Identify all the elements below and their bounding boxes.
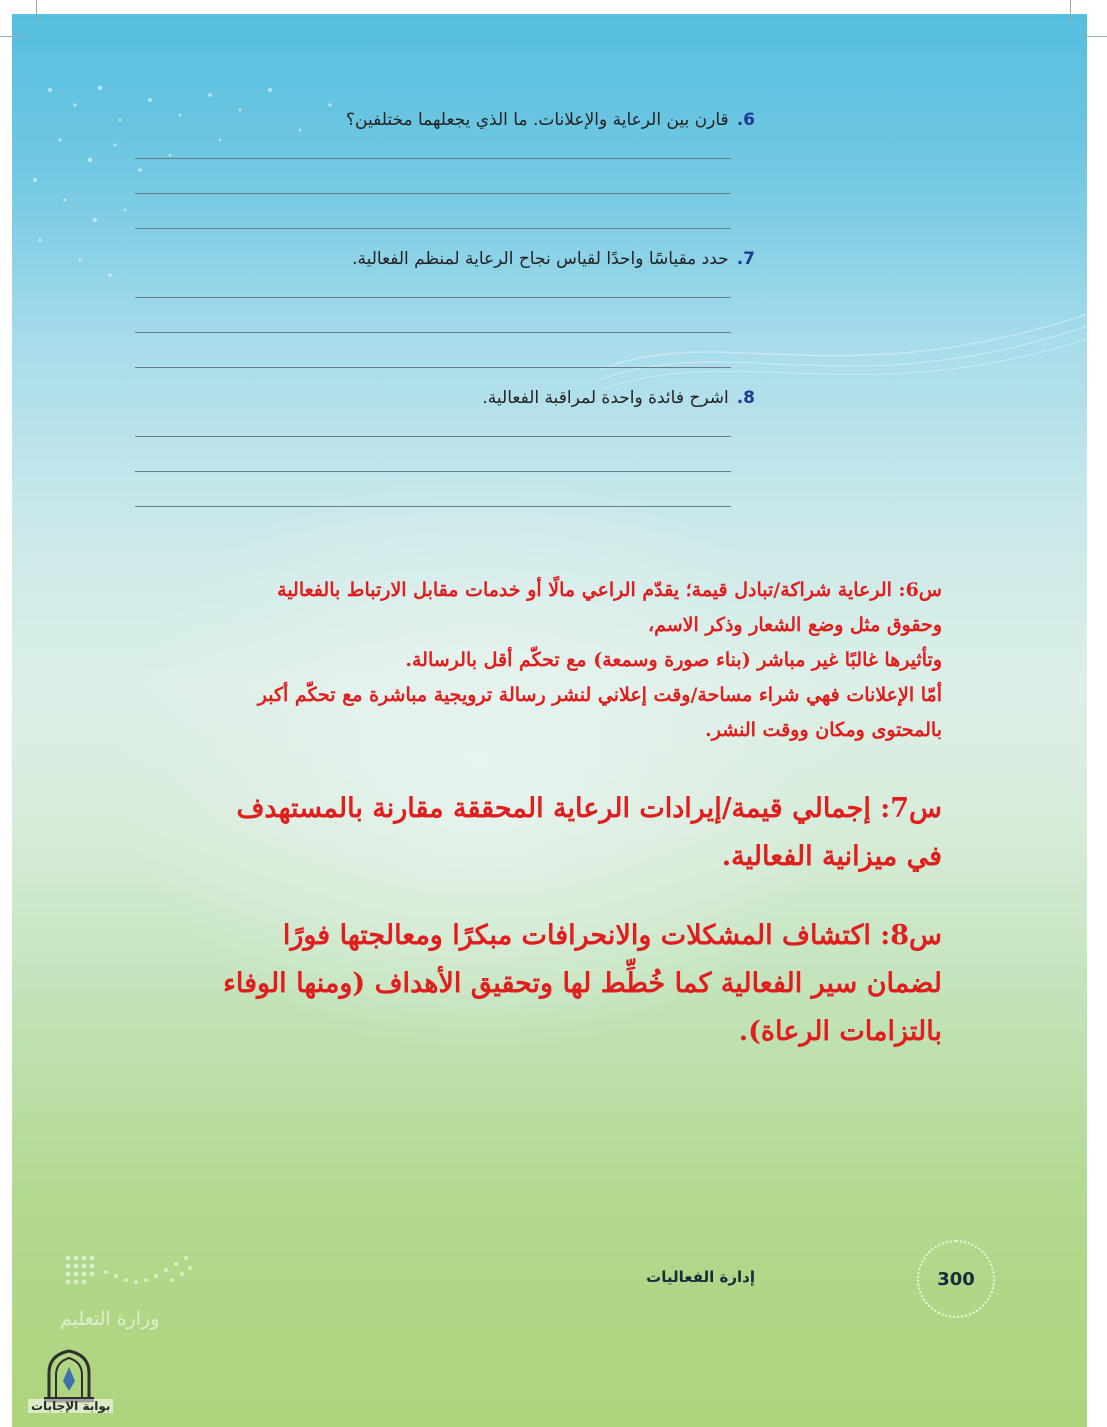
answer-6-line: وتأثيرها غالبًا غير مباشر (بناء صورة وسمعة) مع تحكّم أقل بالرسالة.	[405, 649, 942, 671]
question-number: 6.	[736, 110, 755, 130]
page-margin-left	[0, 0, 12, 1427]
watermark-label: بوابة الإجابات	[28, 1399, 113, 1413]
answer-line[interactable]	[135, 297, 731, 298]
question-8	[482, 388, 755, 408]
answer-line[interactable]	[135, 158, 731, 159]
page-margin-right	[1087, 0, 1107, 1427]
book-title: إدارة الفعاليات	[646, 1268, 755, 1286]
answer-7: س7: إجمالي قيمة/إيرادات الرعاية المحققة مقارنة بالمستهدف في ميزانية الفعالية.	[236, 793, 942, 872]
answer-line[interactable]	[135, 436, 731, 437]
page-number-badge	[917, 1240, 995, 1318]
crop-mark	[0, 36, 26, 37]
crop-mark	[36, 0, 37, 26]
page-number: 300	[937, 1268, 975, 1290]
ministry-logo-icon	[62, 1252, 197, 1294]
crop-mark	[1081, 36, 1107, 37]
mosque-logo-icon	[36, 1347, 102, 1403]
decorative-dots	[20, 70, 380, 290]
answer-line[interactable]	[135, 367, 731, 368]
answer-6	[202, 573, 942, 748]
question-number: 7.	[736, 249, 755, 269]
answer-line[interactable]	[135, 506, 731, 507]
page-margin-top	[0, 0, 1107, 14]
crop-mark	[1070, 0, 1071, 26]
answer-line[interactable]	[135, 471, 731, 472]
answer-line[interactable]	[135, 228, 731, 229]
question-7	[352, 249, 755, 269]
question-6	[346, 110, 755, 130]
question-number: 8.	[736, 388, 755, 408]
ministry-name: وزارة التعليم	[60, 1308, 160, 1330]
answer-6-line: س6: الرعاية شراكة/تبادل قيمة؛ يقدّم الراعي مالًا أو خدمات مقابل الارتباط بالفعالية	[277, 579, 942, 601]
question-text: قارن بين الرعاية والإعلانات. ما الذي يجعلهما مختلفين؟	[346, 110, 729, 130]
answer-6-line: بالمحتوى ومكان ووقت النشر.	[705, 719, 942, 741]
answer-6-line: وحقوق مثل وضع الشعار وذكر الاسم،	[647, 614, 942, 636]
answer-8: س8: اكتشاف المشكلات والانحرافات مبكرًا ومعالجتها فورًا لضمان سير الفعالية كما خُطِّط لها وتحقيق الأهداف (ومنها الوفاء بالتزامات الرعاة).	[223, 920, 942, 1047]
answer-line[interactable]	[135, 193, 731, 194]
answer-line[interactable]	[135, 332, 731, 333]
question-text: اشرح فائدة واحدة لمراقبة الفعالية.	[482, 388, 729, 408]
answer-6-line: أمّا الإعلانات فهي شراء مساحة/وقت إعلاني لنشر رسالة ترويجية مباشرة مع تحكّم أكبر	[257, 684, 942, 706]
question-text: حدد مقياسًا واحدًا لقياس نجاح الرعاية لمنظم الفعالية.	[352, 249, 729, 269]
